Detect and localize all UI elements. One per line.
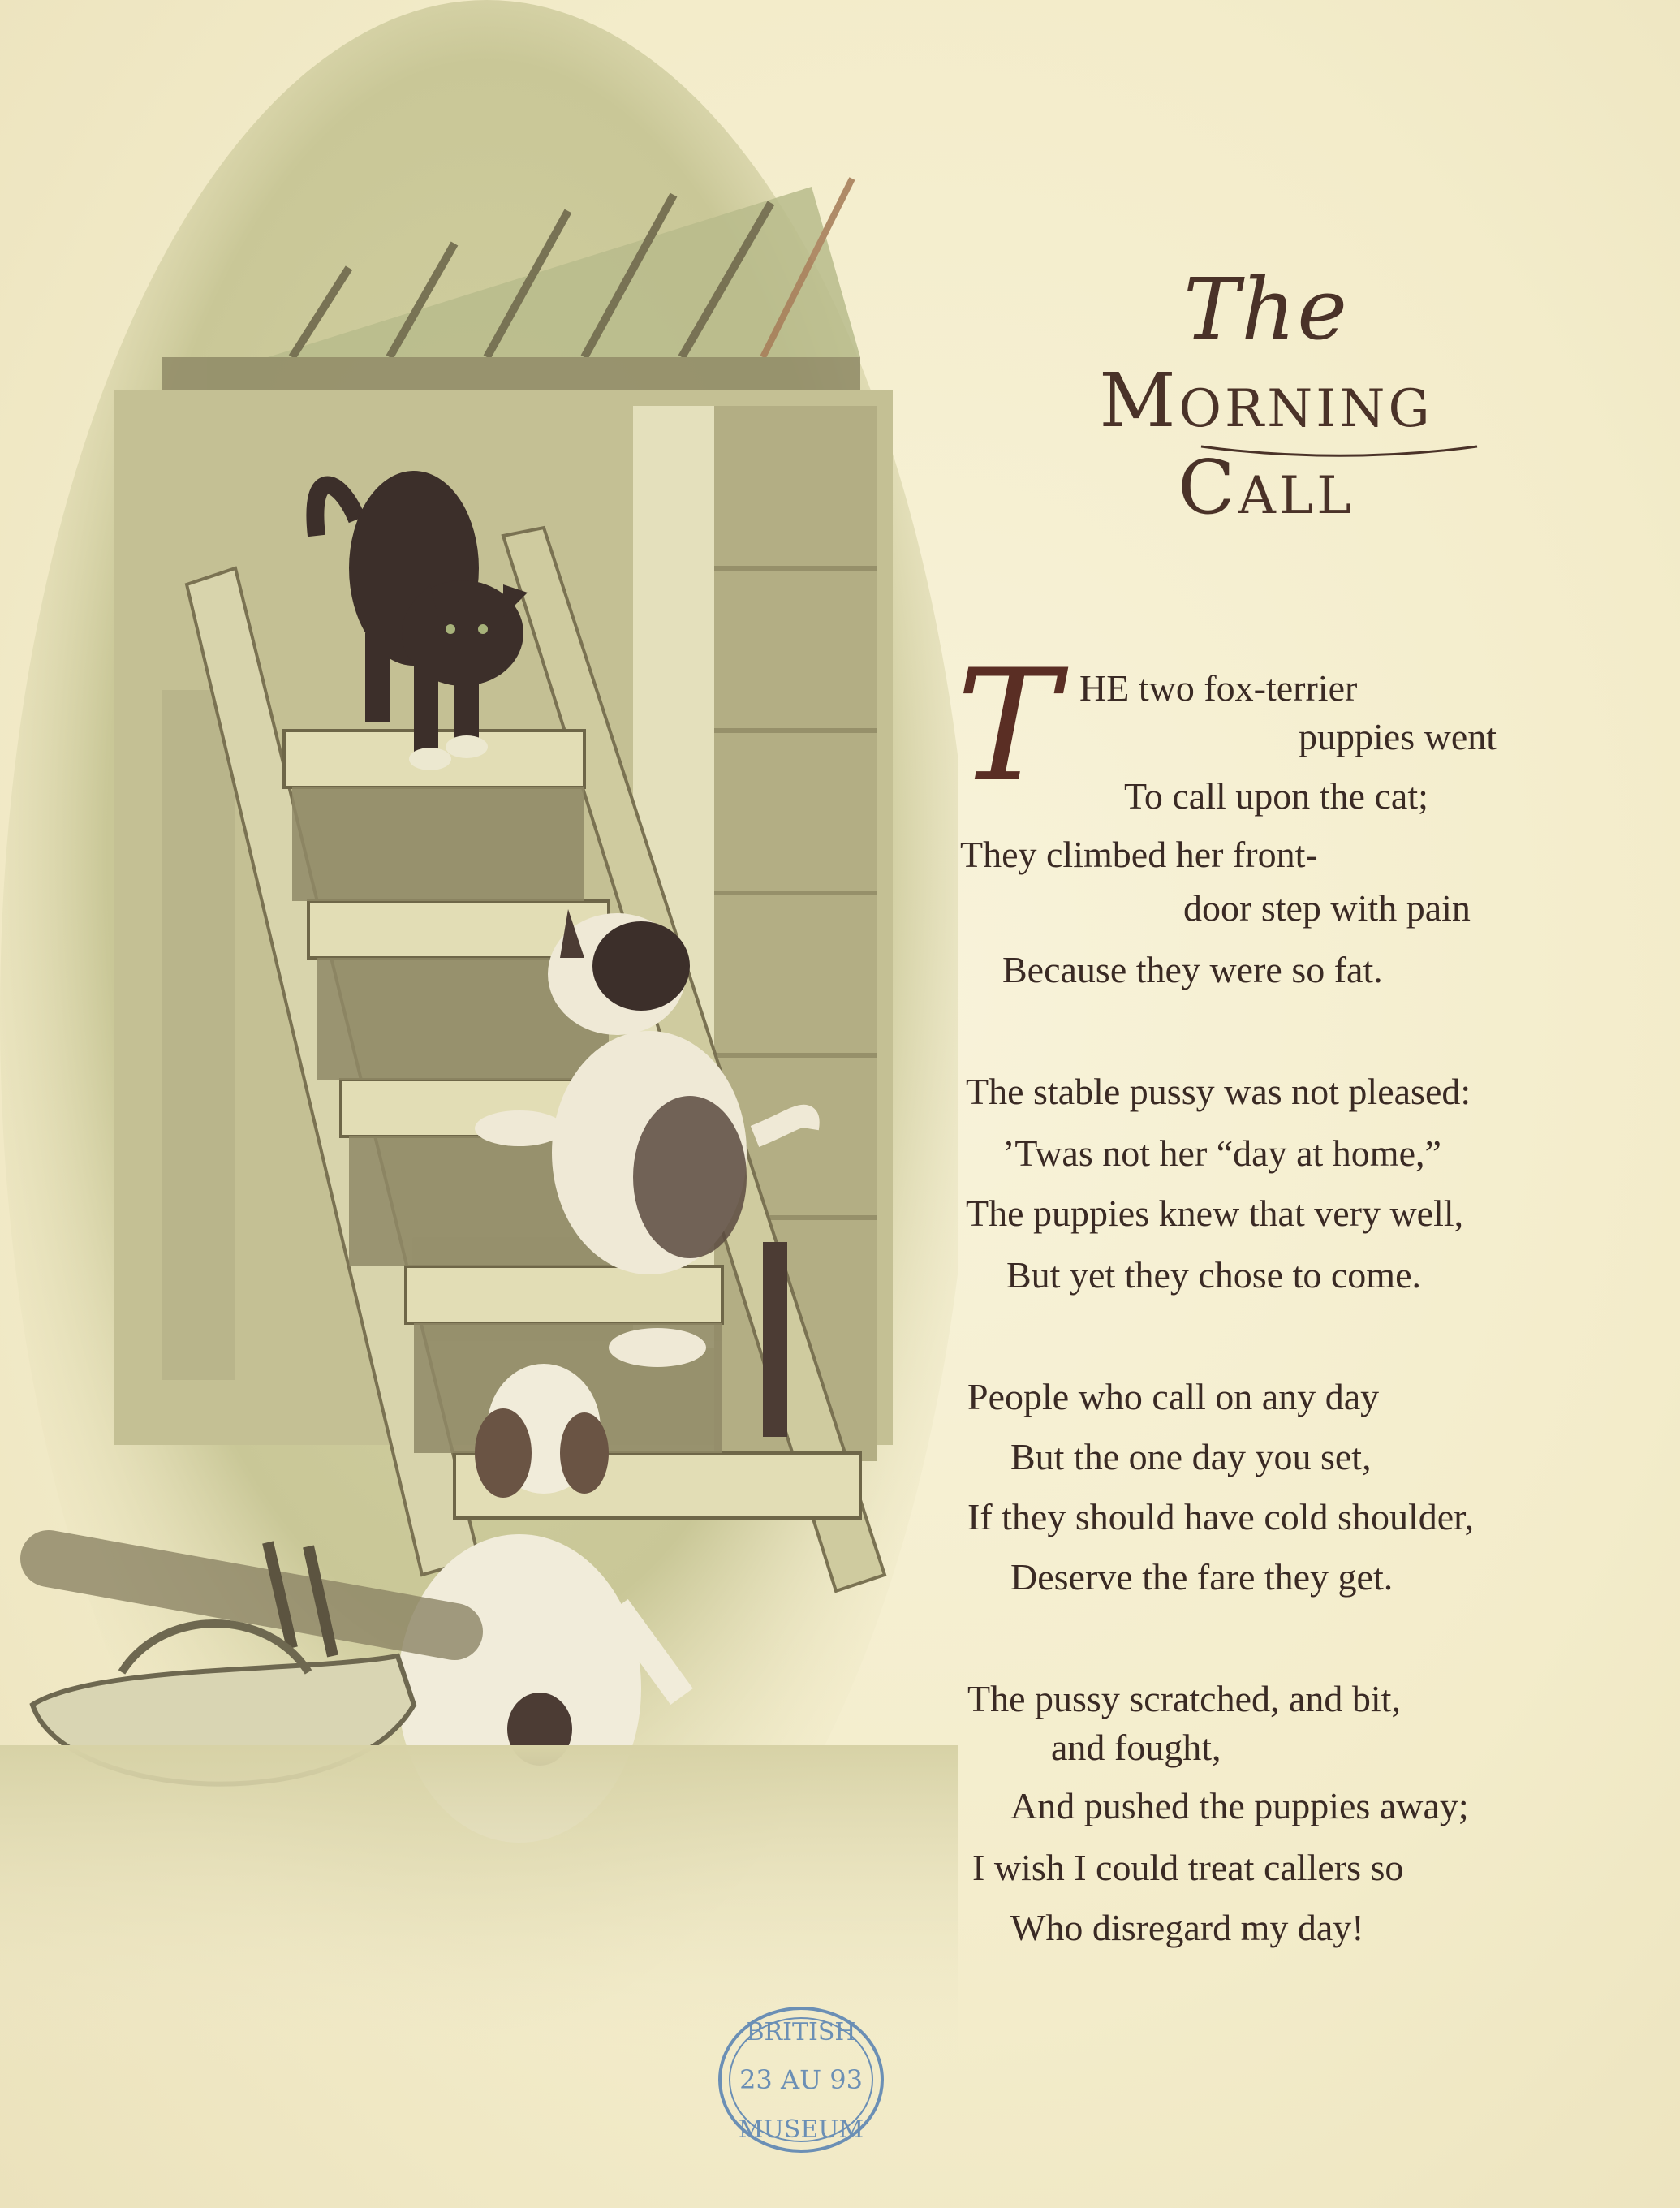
poem-line: To call upon the cat;	[1124, 775, 1428, 817]
poem-line: And pushed the puppies away;	[1010, 1785, 1469, 1826]
british-museum-stamp	[714, 2001, 889, 2159]
poem-line: They climbed her front-	[960, 834, 1318, 875]
poem-line: HE two fox-terrier	[1079, 667, 1358, 709]
poem-line: puppies went	[1299, 716, 1497, 757]
poem-line: ’Twas not her “day at home,”	[1002, 1132, 1441, 1174]
poem-line: Deserve the fare they get.	[1010, 1556, 1394, 1598]
poem-line: But yet they chose to come.	[1006, 1254, 1421, 1296]
stamp-bottom-text: MUSEUM	[738, 2115, 864, 2144]
poem-line: The puppies knew that very well,	[966, 1192, 1464, 1234]
title-flourish	[1193, 434, 1485, 467]
drop-cap-letter: T	[956, 636, 1059, 816]
poem-line: door step with pain	[1183, 887, 1471, 929]
poem-line: and fought,	[1051, 1727, 1221, 1768]
title-the: The	[1183, 260, 1349, 359]
poem-line: Because they were so fat.	[1002, 949, 1383, 990]
poem-line: The stable pussy was not pleased:	[966, 1071, 1471, 1112]
poem-line: If they should have cold shoulder,	[967, 1496, 1475, 1537]
poem-title	[1006, 260, 1526, 531]
poem-line: But the one day you set,	[1010, 1436, 1372, 1477]
stamp-date: 23 AU 93	[739, 2064, 863, 2095]
poem-line: The pussy scratched, and bit,	[967, 1678, 1401, 1719]
title-main: Morning Call	[1099, 357, 1433, 531]
poem-line: People who call on any day	[967, 1376, 1380, 1417]
poem-line: Who disregard my day!	[1010, 1907, 1364, 1948]
stamp-top-text: BRITISH	[746, 2018, 856, 2046]
poem-line: I wish I could treat callers so	[972, 1847, 1404, 1888]
